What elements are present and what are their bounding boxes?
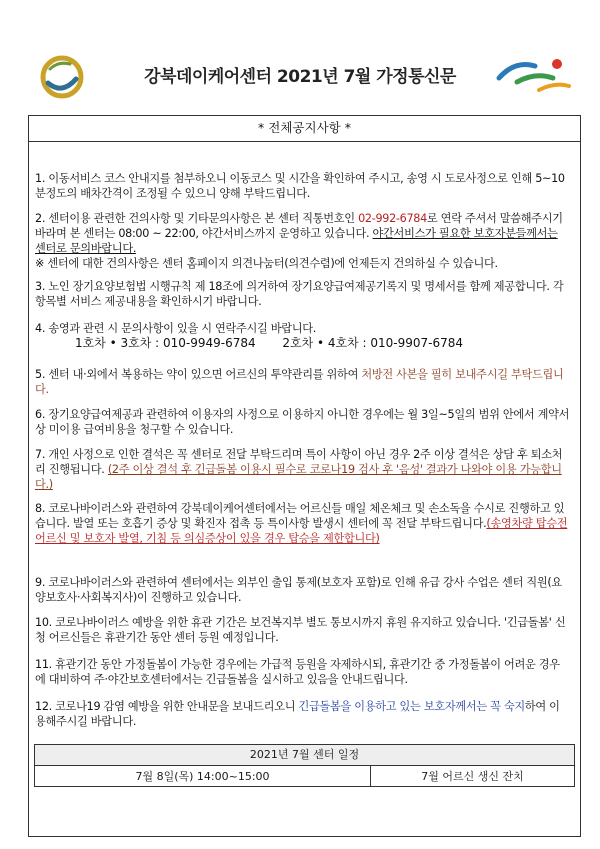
notice-item-8 <box>35 501 570 546</box>
notice-text: 하여 이용해주시길 바랍니다. <box>35 700 560 728</box>
phone-number: 02-992-6784 <box>358 212 427 225</box>
notice-highlight: 처방전 사본을 필히 보내주시길 부탁드립니다. <box>35 368 564 396</box>
page-title: 강북데이케어센터 2021년 7월 가정통신문 <box>144 67 456 87</box>
notice-text: 4. 송영과 관련 시 문의사항이 있을 시 연락주시길 바랍니다. <box>35 322 317 335</box>
notice-text: 7. 개인 사정으로 인한 결석은 꼭 센터로 전달 부탁드리며 특이 사항이 아닌 경우 2주 이상 결석은 상담 후 퇴소처리 진행됩니다. <box>35 448 563 476</box>
schedule-heading: 2021년 7월 센터 일정 <box>35 745 574 766</box>
notice-text: 1. 이동서비스 코스 안내지를 첨부하오니 이동코스 및 시간을 확인하여 주시고, 송영 시 도로사정으로 인해 5~10분정도의 배차간격이 조정될 수 있으니 양해 부탁드립니다. <box>35 172 565 200</box>
notice-text: 5. 센터 내·외에서 복용하는 약이 있으면 어르신의 투약관리를 위하여 <box>35 368 362 381</box>
notice-item-10 <box>35 615 570 645</box>
schedule-table <box>34 744 575 787</box>
notice-text: 11. 휴관기간 동안 가정돌봄이 가능한 경우에는 가급적 등원을 자제하시되, 휴관기간 중 가정돌봄이 어려운 경우에 대비하여 주·야간보호센터에서는 긴급돌봄을 실시하고 있음을 안내드립니다. <box>35 658 560 686</box>
notice-item-1 <box>35 171 570 201</box>
district-logo-icon <box>495 52 573 98</box>
notice-item-7 <box>35 447 570 492</box>
vehicle-phone-numbers: 1호차 • 3호차 : 010-9949-6784 2호차 • 4호차 : 010-9907-6784 <box>75 336 464 350</box>
notice-item-9 <box>35 575 570 605</box>
notice-text: 10. 코로나바이러스 예방을 위한 휴관 기간은 보건복지부 별도 통보시까지 휴원 유지하고 있습니다. '긴급돌봄' 신청 어르신들은 휴관기간 동안 센터 등원 예정입니다. <box>35 616 566 644</box>
notice-highlight: (2주 이상 결석 후 긴급돌봄 이용시 필수로 코로나19 검사 후 '음성' 결과가 나와야 이용 가능합니다.) <box>35 463 562 491</box>
notice-frame <box>28 115 581 837</box>
notice-item-3 <box>35 279 570 309</box>
schedule-date: 7월 8일(목) 14:00~15:00 <box>35 766 371 787</box>
notice-heading: * 전체공지사항 * <box>29 116 580 142</box>
notice-text: 8. 코로나바이러스와 관련하여 강북데이케어센터에서는 어르신들 매일 체온체크 및 손소독을 수시로 진행하고 있습니다. 발열 또는 호흡기 증상 및 확진자 접촉 등 특이사항 발생시 센터에 꼭 전달 부탁드립니다. <box>35 502 565 530</box>
notice-text: 12. 코로나19 감염 예방을 위한 안내문을 보내드리오니 <box>35 700 299 713</box>
notice-text: 2. 센터이용 관련한 건의사항 및 기타문의사항은 본 센터 직통번호인 <box>35 212 359 225</box>
notice-text: 로 연락 주셔서 말씀해주시기 바라며 본 센터는 08:00 ~ 22:00, 야간서비스까지 운영하고 있습니다. <box>35 212 563 240</box>
notice-item-6 <box>35 407 570 437</box>
schedule-event: 7월 어르신 생신 잔치 <box>421 770 524 783</box>
notice-text: 6. 장기요양급여제공과 관련하여 이용자의 사정으로 이용하지 아니한 경우에는 월 3일~5일의 범위 안에서 계약서상 미이용 급여비용을 청구할 수 있습니다. <box>35 408 570 436</box>
notice-highlight: (송영차량 탑승전 어르신 및 보호자 발열, 기침 등 의심증상이 있을 경우 탑승을 제한합니다) <box>35 517 568 545</box>
notice-highlight: 긴급돌봄을 이용하고 있는 보호자께서는 꼭 숙지 <box>298 700 525 713</box>
notice-text: 3. 노인 장기요양보험법 시행규칙 제 18조에 의거하여 장기요양급여제공기록지 및 명세서를 함께 제공합니다. 각 항목별 서비스 제공내용을 확인하시기 바랍니다. <box>35 280 564 308</box>
notice-item-2 <box>35 211 570 271</box>
notice-item-5 <box>35 367 570 397</box>
schedule-row <box>35 766 574 787</box>
notice-item-4 <box>35 321 570 351</box>
notice-highlight: 야간서비스가 필요한 보호자분들께서는 센터로 문의바랍니다. <box>35 227 558 255</box>
notice-text: 9. 코로나바이러스와 관련하여 센터에서는 외부인 출입 통제(보호자 포함)로 인해 유급 강사 수업은 센터 직원(요양보호사·사회복지사)이 진행하고 있습니다. <box>35 576 562 604</box>
notice-item-12 <box>35 699 570 729</box>
notice-item-11 <box>35 657 570 687</box>
center-logo-icon <box>40 55 84 99</box>
notice-note: ※ 센터에 대한 건의사항은 센터 홈페이지 의견나눔터(의견수렴)에 언제든지 건의하실 수 있습니다. <box>35 257 498 270</box>
